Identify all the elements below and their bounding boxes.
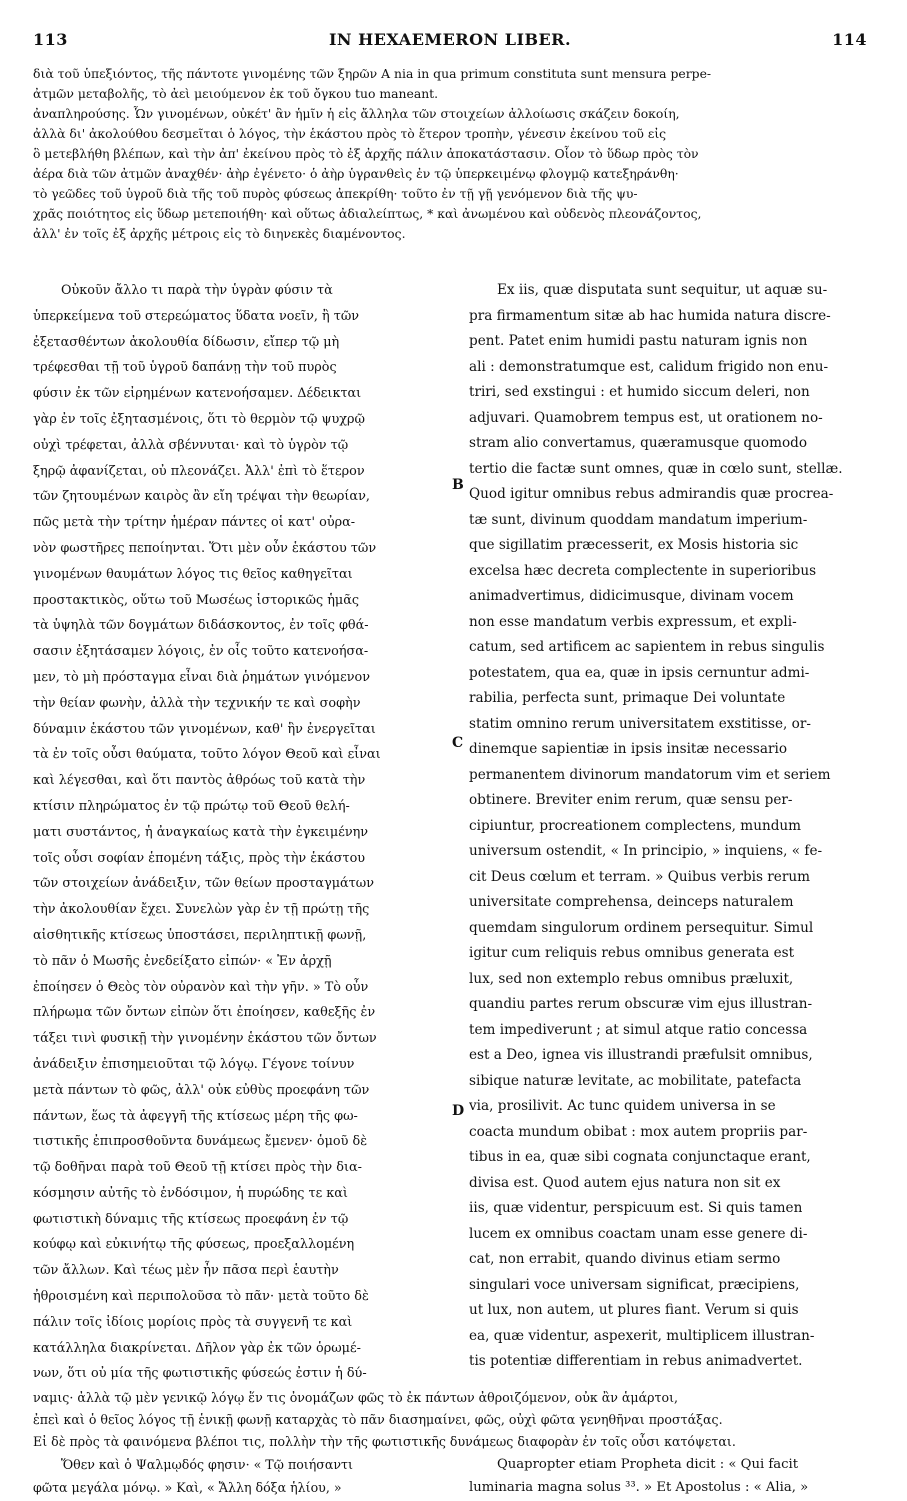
text-line: rabilia, perfecta sunt, primaque Dei voluntate [469,690,786,706]
top-text-block [33,64,873,244]
text-line: ξηρῷ ἀφανίζεται, οὐ πλεονάζει. Ἀλλ' ἐπὶ τὸ ἕτερον [33,463,365,479]
text-line: τὴν θείαν φωνὴν, ἀλλὰ τὴν τεχνικήν τε καὶ σοφὴν [33,695,361,711]
text-line: sibique naturæ levitate, ac mobilitate, patefacta [469,1072,802,1089]
text-line: πῶς μετὰ τὴν τρίτην ἡμέραν πάντες οἱ κατ' οὐρα- [33,515,356,531]
text-line: ναμις· ἀλλὰ τῷ μὲν γενικῷ λόγῳ ἕν τις ὀνομάζων φῶς τὸ ἐκ πάντων ἀθροιζόμενον, οὐκ ἂν ἁμάρτοι, [33,1390,679,1405]
text-line: φῶτα μεγάλα μόνῳ. » Καὶ, « Ἄλλη δόξα ἡλίου, » [33,1480,342,1495]
text-line: κτίσιν πληρώματος ἐν τῷ πρώτῳ τοῦ Θεοῦ θελή- [33,798,350,814]
text-line: τρέφεσθαι τῇ τοῦ ὑγροῦ δαπάνῃ τὴν τοῦ πυρὸς [33,360,337,376]
text-line: obtinere. Breviter enim rerum, quæ sensu per- [469,792,793,808]
text-line: cat, non errabit, quando divinus etiam sermo [469,1251,781,1267]
text-line: φωτιστικὴ δύναμις τῆς κτίσεως προεφάνη ἐν τῷ [33,1211,349,1227]
text-line: Ex iis, quæ disputata sunt sequitur, ut aquæ su- [497,282,828,298]
text-line: καὶ λέγεσθαι, καὶ ὅτι παντὸς ἀθρόως τοῦ κατὰ τὴν [33,773,366,789]
text-line: lucem ex omnibus coactam unam esse genere di- [469,1225,808,1242]
text-line: excelsa hæc decreta complectente in superioribus [469,562,817,579]
text-line: quemdam singulorum ordinem persequitur. Simul [469,919,814,936]
text-line: cipiuntur, procreationem complectens, mundum [469,817,802,834]
text-line: iis, quæ videntur, perspicuum est. Si quis tamen [469,1200,803,1216]
text-line: αἰσθητικῆς κτίσεως ὑποστάσει, περιληπτικῇ φωνῇ, [33,927,367,943]
text-line: ali : demonstratumque est, calidum frigido non enu- [469,358,829,375]
text-line: προστακτικὸς, οὕτω τοῦ Μωσέως ἱστορικῶς ἡμᾶς [33,592,360,608]
text-line: τὰ ὑψηλὰ τῶν δογμάτων διδάσκοντος, ἐν τοῖς φθά- [33,618,369,634]
text-line: μεν, τὸ μὴ πρόσταγμα εἶναι διὰ ῥημάτων γινόμενον [33,669,370,685]
text-line: stram alio convertamus, quæramusque quomodo [469,435,808,451]
text-line: ἐποίησεν ὁ Θεὸς τὸν οὐρανὸν καὶ τὴν γῆν. » Τὸ οὖν [33,979,369,995]
text-line: ἀλλ' ἐν τοῖς ἐξ ἀρχῆς μέτροις εἰς τὸ διηνεκὲς διαμένοντος. [33,226,406,241]
text-line: τῶν ζητουμένων καιρὸς ἂν εἴη τρέψαι τὴν θεωρίαν, [33,489,370,505]
text-line: pent. Patet enim humidi pastu naturam ignis non [469,333,808,349]
text-line: singulari voce universam significat, præcipiens, [469,1276,800,1293]
text-line: luminaria magna solus ³³. » Et Apostolus : « Alia, » [469,1480,809,1495]
text-line: pra firmamentum sitæ ab hac humida natura discre- [469,307,831,324]
text-line: πάλιν τοῖς ἰδίοις μορίοις πρὸς τὰ συγγενῆ τε καὶ [33,1314,353,1330]
text-line: adjuvari. Quamobrem tempus est, ut orationem no- [469,409,823,426]
text-line: μετὰ πάντων τὸ φῶς, ἀλλ' οὐκ εὐθὺς προεφάνη τῶν [33,1082,370,1098]
text-line: ἀνάδειξιν ἐπισημειοῦται τῷ λόγῳ. Γέγονε τοίνυν [33,1056,355,1072]
text-line: πάντων, ἕως τὰ ἀφεγγῆ τῆς κτίσεως μέρη τῆς φω- [33,1108,358,1124]
section-marker-d: D [452,1103,465,1119]
text-line: est a Deo, ignea vis illustrandi præfulsit omnibus, [469,1047,813,1063]
latin-column [469,278,877,1375]
text-line: τῷ δοθῆναι παρὰ τοῦ Θεοῦ τῇ κτίσει πρὸς τὴν δια- [33,1160,362,1176]
text-line: lux, sed non extemplo rebus omnibus præluxit, [469,970,794,987]
left-page-number: 113 [33,30,68,49]
text-line: πλήρωμα τῶν ὄντων εἰπὼν ὅτι ἐποίησεν, καθεξῆς ἐν [33,1005,376,1021]
text-line: tæ sunt, divinum quoddam mandatum imperium- [469,511,808,528]
text-line: τῶν στοιχείων ἀνάδειξιν, τῶν θείων προσταγμάτων [33,876,374,892]
text-line: νὸν φωστῆρες πεποίηνται. Ὅτι μὲν οὖν ἑκάστου τῶν [33,540,377,556]
text-line: divisa est. Quod autem ejus natura non sit ex [469,1174,781,1191]
greek-column [33,278,455,1387]
right-page-number: 114 [832,30,867,49]
text-line: tertio die factæ sunt omnes, quæ in cœlo sunt, stellæ. [469,460,843,477]
latin-final-lines [469,1453,877,1499]
text-line: ἀέρα διὰ τῶν ἀτμῶν ἀναχθέν· ἀὴρ ἐγένετο· ὁ ἀὴρ ὑγρανθεὶς ἐν τῷ ὑπερκειμένῳ φλογμῷ κατεξηράνθη· [33,166,679,181]
text-line: τὰ ἐν τοῖς οὖσι θαύματα, τοῦτο λόγον Θεοῦ καὶ εἶναι [33,747,381,763]
text-line: ἐπεὶ καὶ ὁ θεῖος λόγος τῇ ἑνικῇ φωνῇ καταρχὰς τὸ πᾶν διασημαίνει, φῶς, οὐχὶ φῶτα γενηθῆναι προστάξας. [33,1412,723,1427]
text-line: νων, ὅτι οὐ μία τῆς φωτιστικῆς φύσεώς ἐστιν ἡ δύ- [33,1366,367,1382]
text-line: τὸ πᾶν ὁ Μωσῆς ἐνεδείξατο εἰπών· « Ἐν ἀρχῇ [33,953,332,969]
text-line: Quod igitur omnibus rebus admirandis quæ procrea- [469,486,834,502]
text-line: ὑπερκείμενα τοῦ στερεώματος ὕδατα νοεῖν, ἢ τῶν [33,308,360,324]
text-line: σασιν ἐξητάσαμεν λόγοις, ἐν οἷς τοῦτο κατενοήσα- [33,644,369,660]
text-line: κούφῳ καὶ εὐκινήτῳ τῆς φύσεως, προεξαλλομένη [33,1237,355,1253]
text-line: cit Deus cœlum et terram. » Quibus verbis rerum [469,868,810,885]
text-line: τάξει τινὶ φυσικῇ τὴν γινομένην ἑκάστου τῶν ὄντων [33,1031,377,1047]
text-line: ἀλλὰ δι' ἀκολούθου δεσμεῖται ὁ λόγος, τὴν ἑκάστου πρὸς τὸ ἕτερον τροπὴν, γένεσιν ἐκείνου τοῦ εἰς [33,126,667,141]
text-line: animadvertimus, didicimusque, divinam vocem [469,588,794,604]
text-line: τοῖς οὖσι σοφίαν ἑπομένη τάξις, πρὸς τὴν ἑκάστου [33,850,366,866]
text-line: triri, sed exstingui : et humido siccum deleri, non [469,384,810,400]
text-line: ματι συστάντος, ἡ ἀναγκαίως κατὰ τὴν ἐγκειμένην [33,824,369,840]
text-line: δύναμιν ἑκάστου τῶν γινομένων, καθ' ἣν ἐνεργεῖται [33,721,376,737]
bottom-text-block [33,1387,873,1453]
text-line: quandiu partes rerum obscuræ vim ejus illustran- [469,996,813,1012]
greek-final-lines [33,1453,455,1499]
text-line: non esse mandatum verbis expressum, et expli- [469,613,797,630]
text-line: dinemque sapientiæ in ipsis insitæ necessario [469,741,788,757]
text-line: igitur cum reliquis rebus omnibus generata est [469,945,795,961]
text-line: tem impediverunt ; at simul atque ratio concessa [469,1021,808,1038]
text-line: statim omnino rerum universitatem exstitisse, or- [469,715,811,732]
text-line: permanentem divinorum mandatorum vim et seriem [469,766,831,783]
text-line: ἀτμῶν μεταβολῆς, τὸ ἀεὶ μειούμενον ἐκ τοῦ ὄγκου tuo maneant. [33,86,439,101]
text-line: potestatem, qua ea, quæ in ipsis cernuntur admi- [469,664,810,681]
text-line: universitate comprehensa, deinceps naturalem [469,894,794,910]
text-line: Quapropter etiam Propheta dicit : « Qui facit [497,1457,798,1472]
text-line: τιστικῆς ἐπιπροσθοῦντα δυνάμεως ἔμενεν· ὁμοῦ δὲ [33,1134,368,1150]
text-line: κόσμησιν αὐτῆς τὸ ἐνδόσιμον, ἡ πυρώδης τε καὶ [33,1185,348,1201]
page-header [33,30,867,52]
text-line: ἠθροισμένη καὶ περιπολοῦσα τὸ πᾶν· μετὰ τοῦτο δὲ [33,1289,369,1305]
text-line: Οὐκοῦν ἄλλο τι παρὰ τὴν ὑγρὰν φύσιν τὰ [61,283,333,298]
text-line: universum ostendit, « In principio, » inquiens, « fe- [469,843,823,859]
text-line: γινομένων θαυμάτων λόγος τις θεῖος καθηγεῖται [33,566,353,582]
text-line: tis potentiæ differentiam in rebus animadvertet. [469,1353,803,1369]
text-line: Εἰ δὲ πρὸς τὰ φαινόμενα βλέποι τις, πολλὴν τὴν τῆς φωτιστικῆς δυνάμεως διαφορὰν ἐν τοῖς οὖσι κατόψεται. [33,1434,736,1449]
running-title: IN HEXAEMERON LIBER. [328,30,572,49]
text-line: ut lux, non autem, ut plures fiant. Verum si quis [469,1302,799,1318]
text-line: Ὅθεν καὶ ὁ Ψαλμῳδός φησιν· « Τῷ ποιήσαντι [61,1457,353,1472]
text-line: χρᾶς ποιότητος εἰς ὕδωρ μετεποιήθη· καὶ οὕτως ἀδιαλείπτως, * καὶ ἀνωμένου καὶ οὐδενὸς πλεονάζοντος, [33,206,702,221]
text-line: que sigillatim præcesserit, ex Mosis historia sic [469,537,799,553]
text-line: τὴν ἀκολουθίαν ἔχει. Συνελὼν γὰρ ἐν τῇ πρώτῃ τῆς [33,902,370,918]
text-line: catum, sed artificem ac sapientem in rebus singulis [469,639,825,655]
text-line: γὰρ ἐν τοῖς ἐξητασμένοις, ὅτι τὸ θερμὸν τῷ ψυχρῷ [33,411,365,427]
text-line: τὸ γεῶδες τοῦ ὑγροῦ διὰ τῆς τοῦ πυρὸς φύσεως ἀπεκρίθη· τοῦτο ἐν τῇ γῇ γενόμενον διὰ τῆς ψυ- [33,186,638,201]
section-marker-b: B [452,477,464,493]
text-line: coacta mundum obibat : mox autem propriis par- [469,1123,808,1140]
text-line: τῶν ἄλλων. Καὶ τέως μὲν ἦν πᾶσα περὶ ἑαυτὴν [33,1263,339,1279]
text-line: ἐξετασθέντων ἀκολουθία δίδωσιν, εἴπερ τῷ μὴ [33,334,340,350]
text-line: ὃ μετεβλήθη βλέπων, καὶ τὴν ἀπ' ἐκείνου πρὸς τὸ ἐξ ἀρχῆς πάλιν ἀποκατάστασιν. Οἷον τὸ ὕδωρ πρὸς τὸν [33,146,699,161]
text-line: οὐχὶ τρέφεται, ἀλλὰ σβέννυται· καὶ τὸ ὑγρὸν τῷ [33,437,349,453]
text-line: διὰ τοῦ ὑπεξιόντος, τῆς πάντοτε γινομένης τῶν ξηρῶν A nia in qua primum constituta sunt mensura perpe- [33,66,712,81]
text-line: φύσιν ἐκ τῶν εἰρημένων κατενοήσαμεν. Δέδεικται [33,386,362,402]
text-line: κατάλληλα διακρίνεται. Δῆλον γὰρ ἐκ τῶν ὁρωμέ- [33,1340,361,1356]
text-line: via, prosilivit. Ac tunc quidem universa in se [469,1098,776,1114]
section-marker-c: C [452,735,464,751]
text-line: ἀναπληρούσης. Ὧν γινομένων, οὐκέτ' ἂν ἡμῖν ἡ εἰς ἄλληλα τῶν στοιχείων ἀλλοίωσις σκάζειν δοκοίη, [33,106,680,121]
text-line: tibus in ea, quæ sibi cognata conjunctaque erant, [469,1149,811,1165]
text-line: ea, quæ videntur, aspexerit, multiplicem illustran- [469,1327,815,1344]
